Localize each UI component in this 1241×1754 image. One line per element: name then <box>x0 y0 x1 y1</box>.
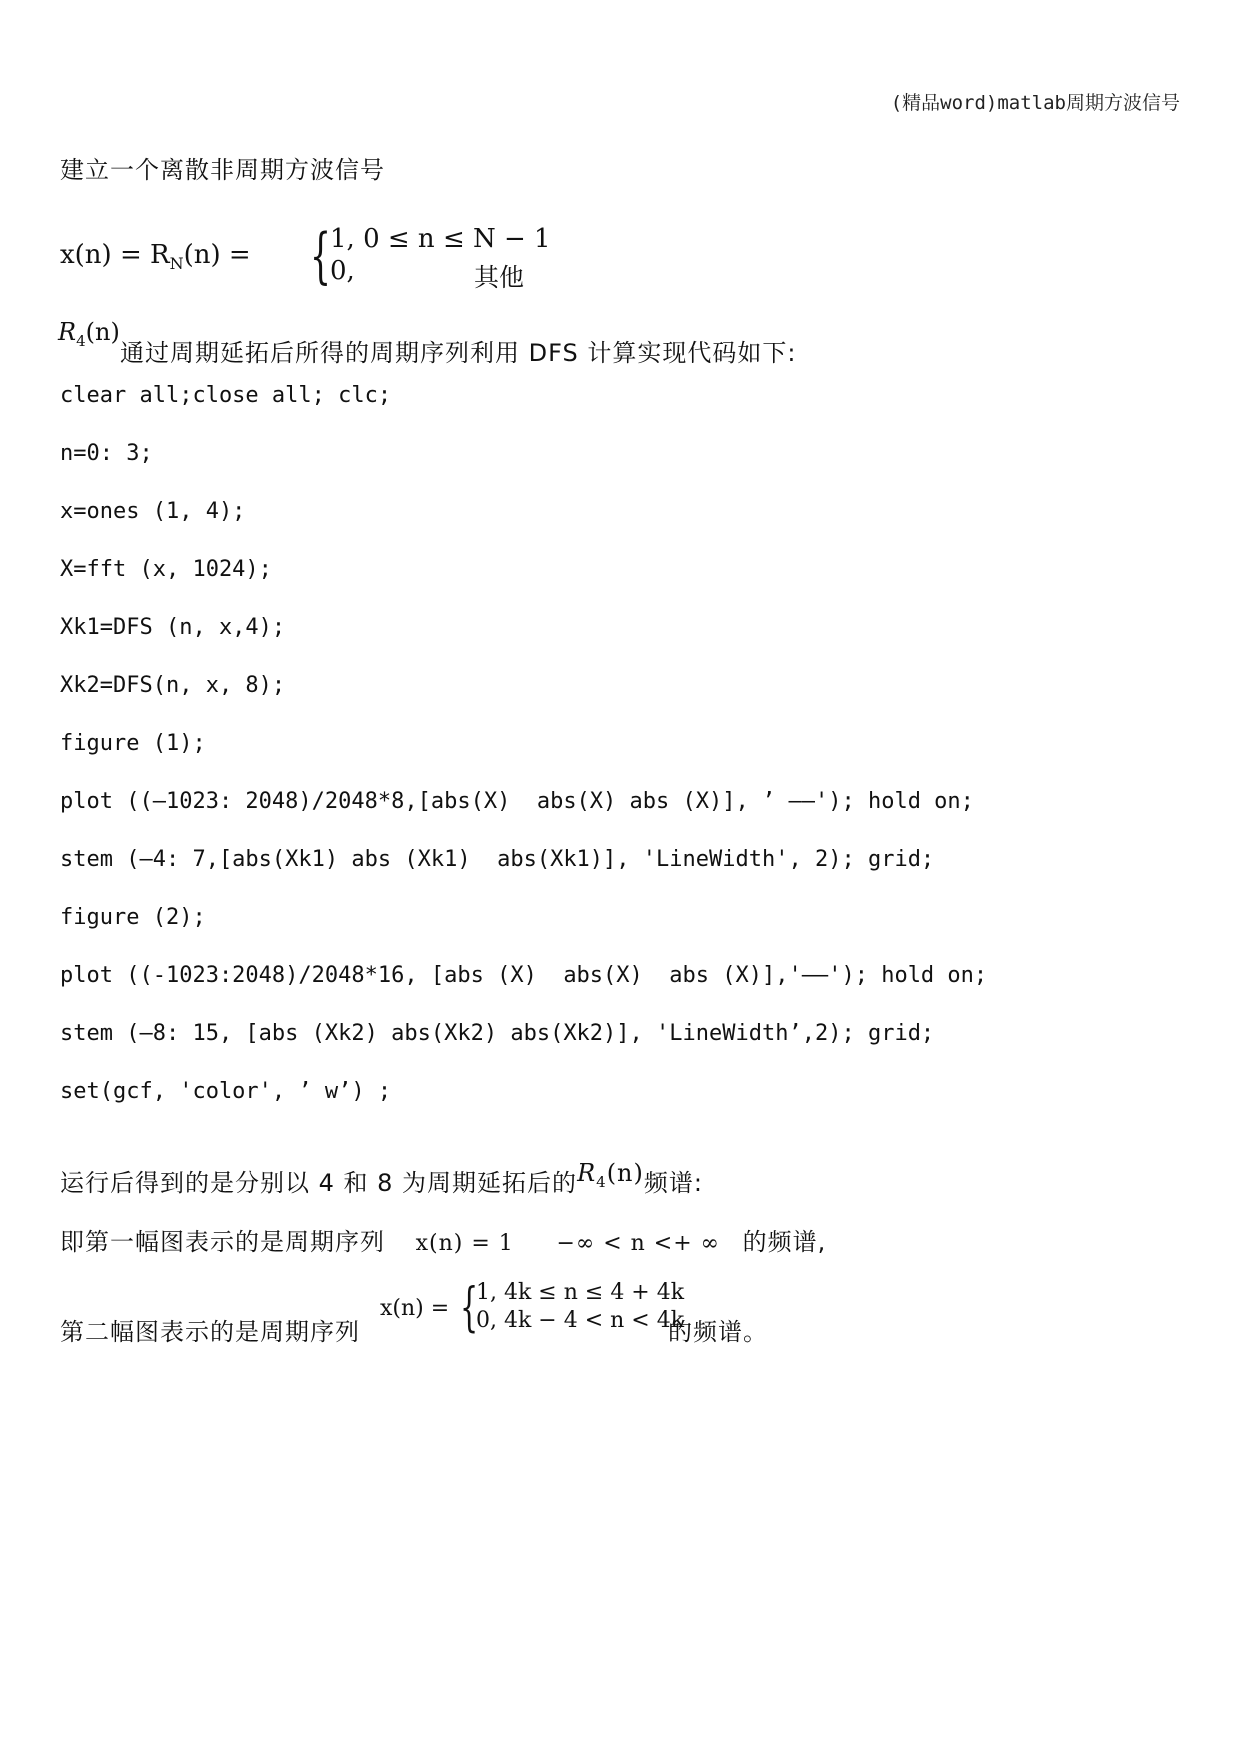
first-figure-paragraph: 即第一幅图表示的是周期序列 x(n) = 1 −∞ < n <+ ∞ 的频谱, <box>60 1228 827 1256</box>
equation-lhs: $x(n) = R_N(n)$ = <box>60 240 251 274</box>
code-line: x=ones (1, 4); <box>60 499 246 524</box>
code-line: set(gcf, 'color', ’ w’) ; <box>60 1079 392 1104</box>
code-line: figure (2); <box>60 905 206 930</box>
sequence-equation: x(n) = 1 <box>415 1231 514 1256</box>
result-paragraph: 运行后得到的是分别以 4 和 8 为周期延拓后的$R_4(n)$频谱: <box>60 1159 703 1197</box>
code-line: X=fft (x, 1024); <box>60 557 272 582</box>
code-line: stem (—4: 7,[abs(Xk1) abs (Xk1) abs(Xk1)], 'LineWidth', 2); grid; <box>60 847 935 872</box>
equation-case-1: 1, 4k ≤ n ≤ 4 + 4k <box>476 1280 685 1305</box>
code-line: Xk1=DFS (n, x,4); <box>60 615 286 640</box>
equation-case-2: 0, 4k − 4 < n < 4k <box>476 1308 685 1333</box>
code-line: figure (1); <box>60 731 206 756</box>
code-line: stem (—8: 15, [abs (Xk2) abs(Xk2) abs(Xk2)], 'LineWidth’,2); grid; <box>60 1021 935 1046</box>
left-brace: { <box>460 1278 479 1338</box>
equation-case-2-condition: 其他 <box>474 263 525 292</box>
second-figure-lead: 第二幅图表示的是周期序列 <box>60 1318 360 1346</box>
r4-symbol: $R_4(n)$ <box>58 318 120 350</box>
code-line: n=0: 3; <box>60 441 153 466</box>
code-line: Xk2=DFS(n, x, 8); <box>60 673 286 698</box>
dfs-description: 通过周期延拓后所得的周期序列利用 DFS 计算实现代码如下: <box>120 339 797 367</box>
intro-text: 建立一个离散非周期方波信号 <box>60 156 385 184</box>
periodic-sequence-equation: x(n) = { 1, 4k ≤ n ≤ 4 + 4k 0, 4k − 4 < n < 4k <box>380 1278 685 1338</box>
sequence-range: −∞ < n <+ ∞ <box>556 1231 720 1256</box>
square-wave-equation <box>60 222 660 292</box>
code-line: plot ((—1023: 2048)/2048*8,[abs(X) abs(X) abs (X)], ’ ——'); hold on; <box>60 789 974 814</box>
code-line: clear all;close all; clc; <box>60 383 392 408</box>
left-brace: { <box>310 221 332 291</box>
second-figure-tail: 的频谱。 <box>668 1318 768 1346</box>
page-header: (精品word)matlab周期方波信号 <box>890 92 1180 114</box>
equation-case-2: 0, <box>330 256 355 286</box>
equation-case-1: 1, 0 ≤ n ≤ N − 1 <box>330 224 551 254</box>
code-line: plot ((-1023:2048)/2048*16, [abs (X) abs(X) abs (X)],'——'); hold on; <box>60 963 988 988</box>
